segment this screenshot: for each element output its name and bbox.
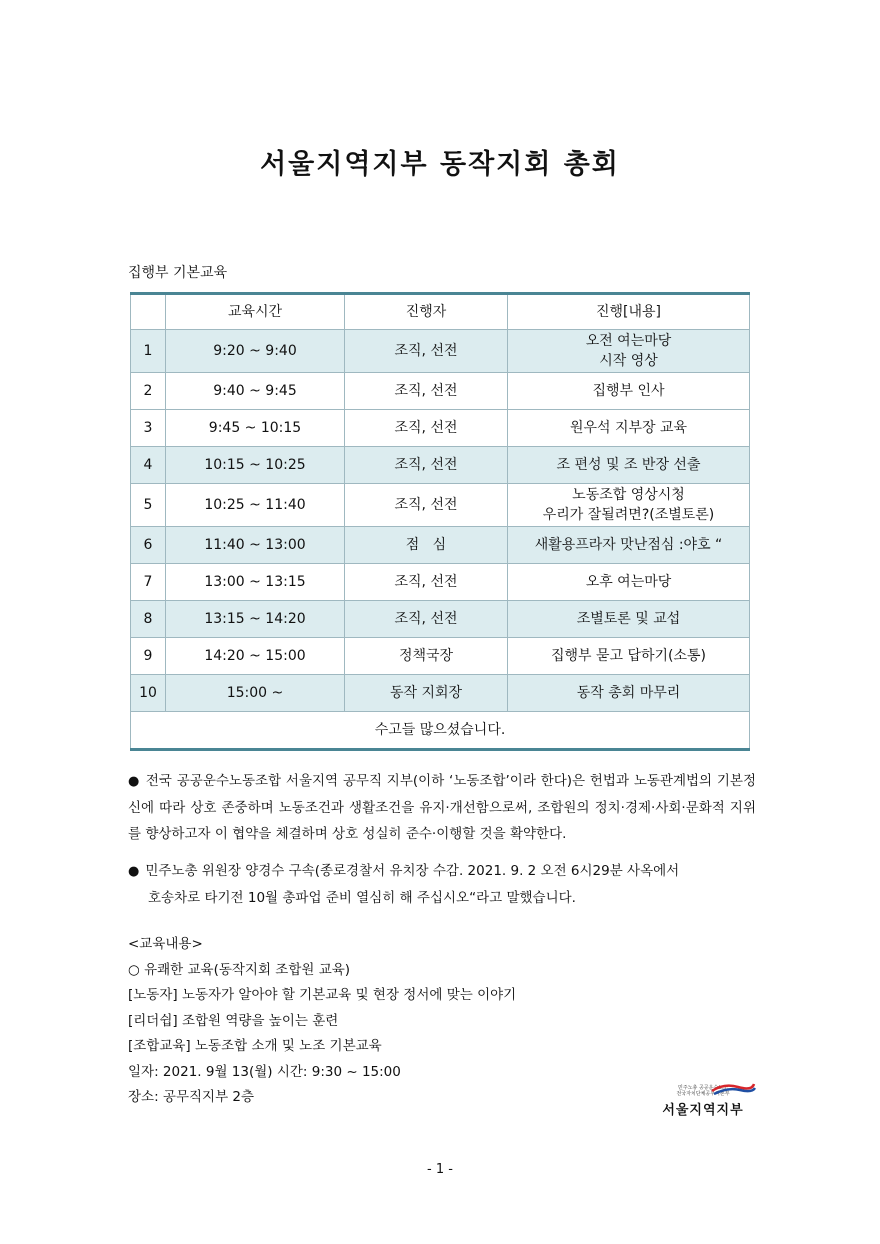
row-lead: 정책국장 xyxy=(345,638,508,675)
row-content-line: 노동조합 영상시청 xyxy=(572,487,685,503)
table-row xyxy=(131,527,750,564)
logo-main-text: 서울지역지부 xyxy=(662,1103,744,1118)
header-content: 진행[내용] xyxy=(508,294,750,330)
row-time: 13:00 ~ 13:15 xyxy=(166,564,345,601)
bullet-icon: ● xyxy=(128,774,140,789)
paragraph-notice xyxy=(128,858,756,911)
row-content-line: 시작 영상 xyxy=(599,353,658,369)
page-number: - 1 - xyxy=(427,1162,453,1177)
row-content: 동작 총회 마무리 xyxy=(508,675,750,712)
row-time: 11:40 ~ 13:00 xyxy=(166,527,345,564)
paragraph-text: 전국 공공운수노동조합 서울지역 공무직 지부(이하 ‘노동조합’이라 한다)은 헌법과 노동관계법의 기본정신에 따라 상호 존중하며 노동조건과 생활조건을 유지·개선함으로써, 조합원의 정치·경제·사회·문화적 지위를 향상하고자 이 협약을 체결하며 상호 성실히 준수·이행할 것을 확약한다. xyxy=(128,773,757,842)
paragraph-text: 호송차로 타기전 10월 총파업 준비 열심히 해 주십시오“라고 말했습니다. xyxy=(148,890,576,906)
row-time: 10:15 ~ 10:25 xyxy=(166,447,345,484)
row-content: 원우석 지부장 교육 xyxy=(508,410,750,447)
row-content xyxy=(508,330,750,373)
education-line: [노동자] 노동자가 알아야 할 기본교육 및 현장 정서에 맞는 이야기 xyxy=(128,987,517,1003)
row-content-line: 우리가 잘될려면?(조별토론) xyxy=(542,507,715,523)
table-footer: 수고들 많으셨습니다. xyxy=(131,712,750,750)
education-date: 일자: 2021. 9월 13(월) 시간: 9:30 ~ 15:00 xyxy=(128,1063,401,1080)
row-no: 6 xyxy=(131,527,166,564)
table-header-row xyxy=(131,294,750,330)
row-no: 3 xyxy=(131,410,166,447)
row-time: 10:25 ~ 11:40 xyxy=(166,484,345,527)
header-no xyxy=(131,294,166,330)
row-no: 4 xyxy=(131,447,166,484)
logo-small-text: 민주노총 공공운수노조 xyxy=(678,1085,728,1091)
row-time: 14:20 ~ 15:00 xyxy=(166,638,345,675)
table-row xyxy=(131,373,750,410)
row-lead: 점 심 xyxy=(345,527,508,564)
table-row xyxy=(131,675,750,712)
row-content: 조 편성 및 조 반장 선출 xyxy=(508,447,750,484)
row-time: 9:45 ~ 10:15 xyxy=(166,410,345,447)
row-no: 7 xyxy=(131,564,166,601)
header-time: 교육시간 xyxy=(166,294,345,330)
table-row xyxy=(131,601,750,638)
row-no: 10 xyxy=(131,675,166,712)
table-row xyxy=(131,564,750,601)
row-time: 15:00 ~ xyxy=(166,675,345,712)
header-lead: 진행자 xyxy=(345,294,508,330)
education-place: 장소: 공무직지부 2층 xyxy=(128,1089,255,1105)
education-line: ○ 유쾌한 교육(동작지회 조합원 교육) xyxy=(128,961,351,978)
page-title: 서울지역지부 동작지회 총회 xyxy=(260,149,620,180)
row-no: 8 xyxy=(131,601,166,638)
schedule-table xyxy=(130,292,750,751)
education-line: [리더쉽] 조합원 역량을 높이는 훈련 xyxy=(128,1012,339,1029)
row-content: 집행부 인사 xyxy=(508,373,750,410)
row-no: 1 xyxy=(131,330,166,373)
bullet-icon: ● xyxy=(128,864,140,879)
row-time: 9:40 ~ 9:45 xyxy=(166,373,345,410)
table-row xyxy=(131,410,750,447)
section-label: 집행부 기본교육 xyxy=(128,265,228,281)
row-content xyxy=(508,484,750,527)
union-logo xyxy=(648,1085,758,1118)
row-content: 집행부 묻고 답하기(소통) xyxy=(508,638,750,675)
row-lead: 조직, 선전 xyxy=(345,330,508,373)
row-lead: 조직, 선전 xyxy=(345,447,508,484)
table-row xyxy=(131,638,750,675)
row-no: 9 xyxy=(131,638,166,675)
row-time: 9:20 ~ 9:40 xyxy=(166,330,345,373)
row-lead: 조직, 선전 xyxy=(345,373,508,410)
table-row xyxy=(131,484,750,527)
row-content: 오후 여는마당 xyxy=(508,564,750,601)
row-lead: 동작 지회장 xyxy=(345,675,508,712)
row-content: 조별토론 및 교섭 xyxy=(508,601,750,638)
wave-icon xyxy=(710,1081,756,1095)
table-row xyxy=(131,447,750,484)
row-no: 5 xyxy=(131,484,166,527)
row-no: 2 xyxy=(131,373,166,410)
row-lead: 조직, 선전 xyxy=(345,601,508,638)
table-row xyxy=(131,330,750,373)
education-line: [조합교육] 노동조합 소개 및 노조 기본교육 xyxy=(128,1038,382,1054)
row-lead: 조직, 선전 xyxy=(345,484,508,527)
row-time: 13:15 ~ 14:20 xyxy=(166,601,345,638)
table-footer-row xyxy=(131,712,750,750)
row-lead: 조직, 선전 xyxy=(345,564,508,601)
education-section xyxy=(128,932,516,1111)
paragraph-text: 민주노총 위원장 양경수 구속(종로경찰서 유치장 수감. 2021. 9. 2 오전 6시29분 사옥에서 xyxy=(145,863,680,879)
logo-small-text: 전국자치단체공무직본부 xyxy=(676,1091,730,1097)
row-content-line: 오전 여는마당 xyxy=(585,333,672,349)
row-content: 새활용프라자 맛난점심 :야호 “ xyxy=(508,527,750,564)
row-lead: 조직, 선전 xyxy=(345,410,508,447)
education-heading: <교육내용> xyxy=(128,936,203,952)
paragraph-agreement xyxy=(128,768,756,847)
